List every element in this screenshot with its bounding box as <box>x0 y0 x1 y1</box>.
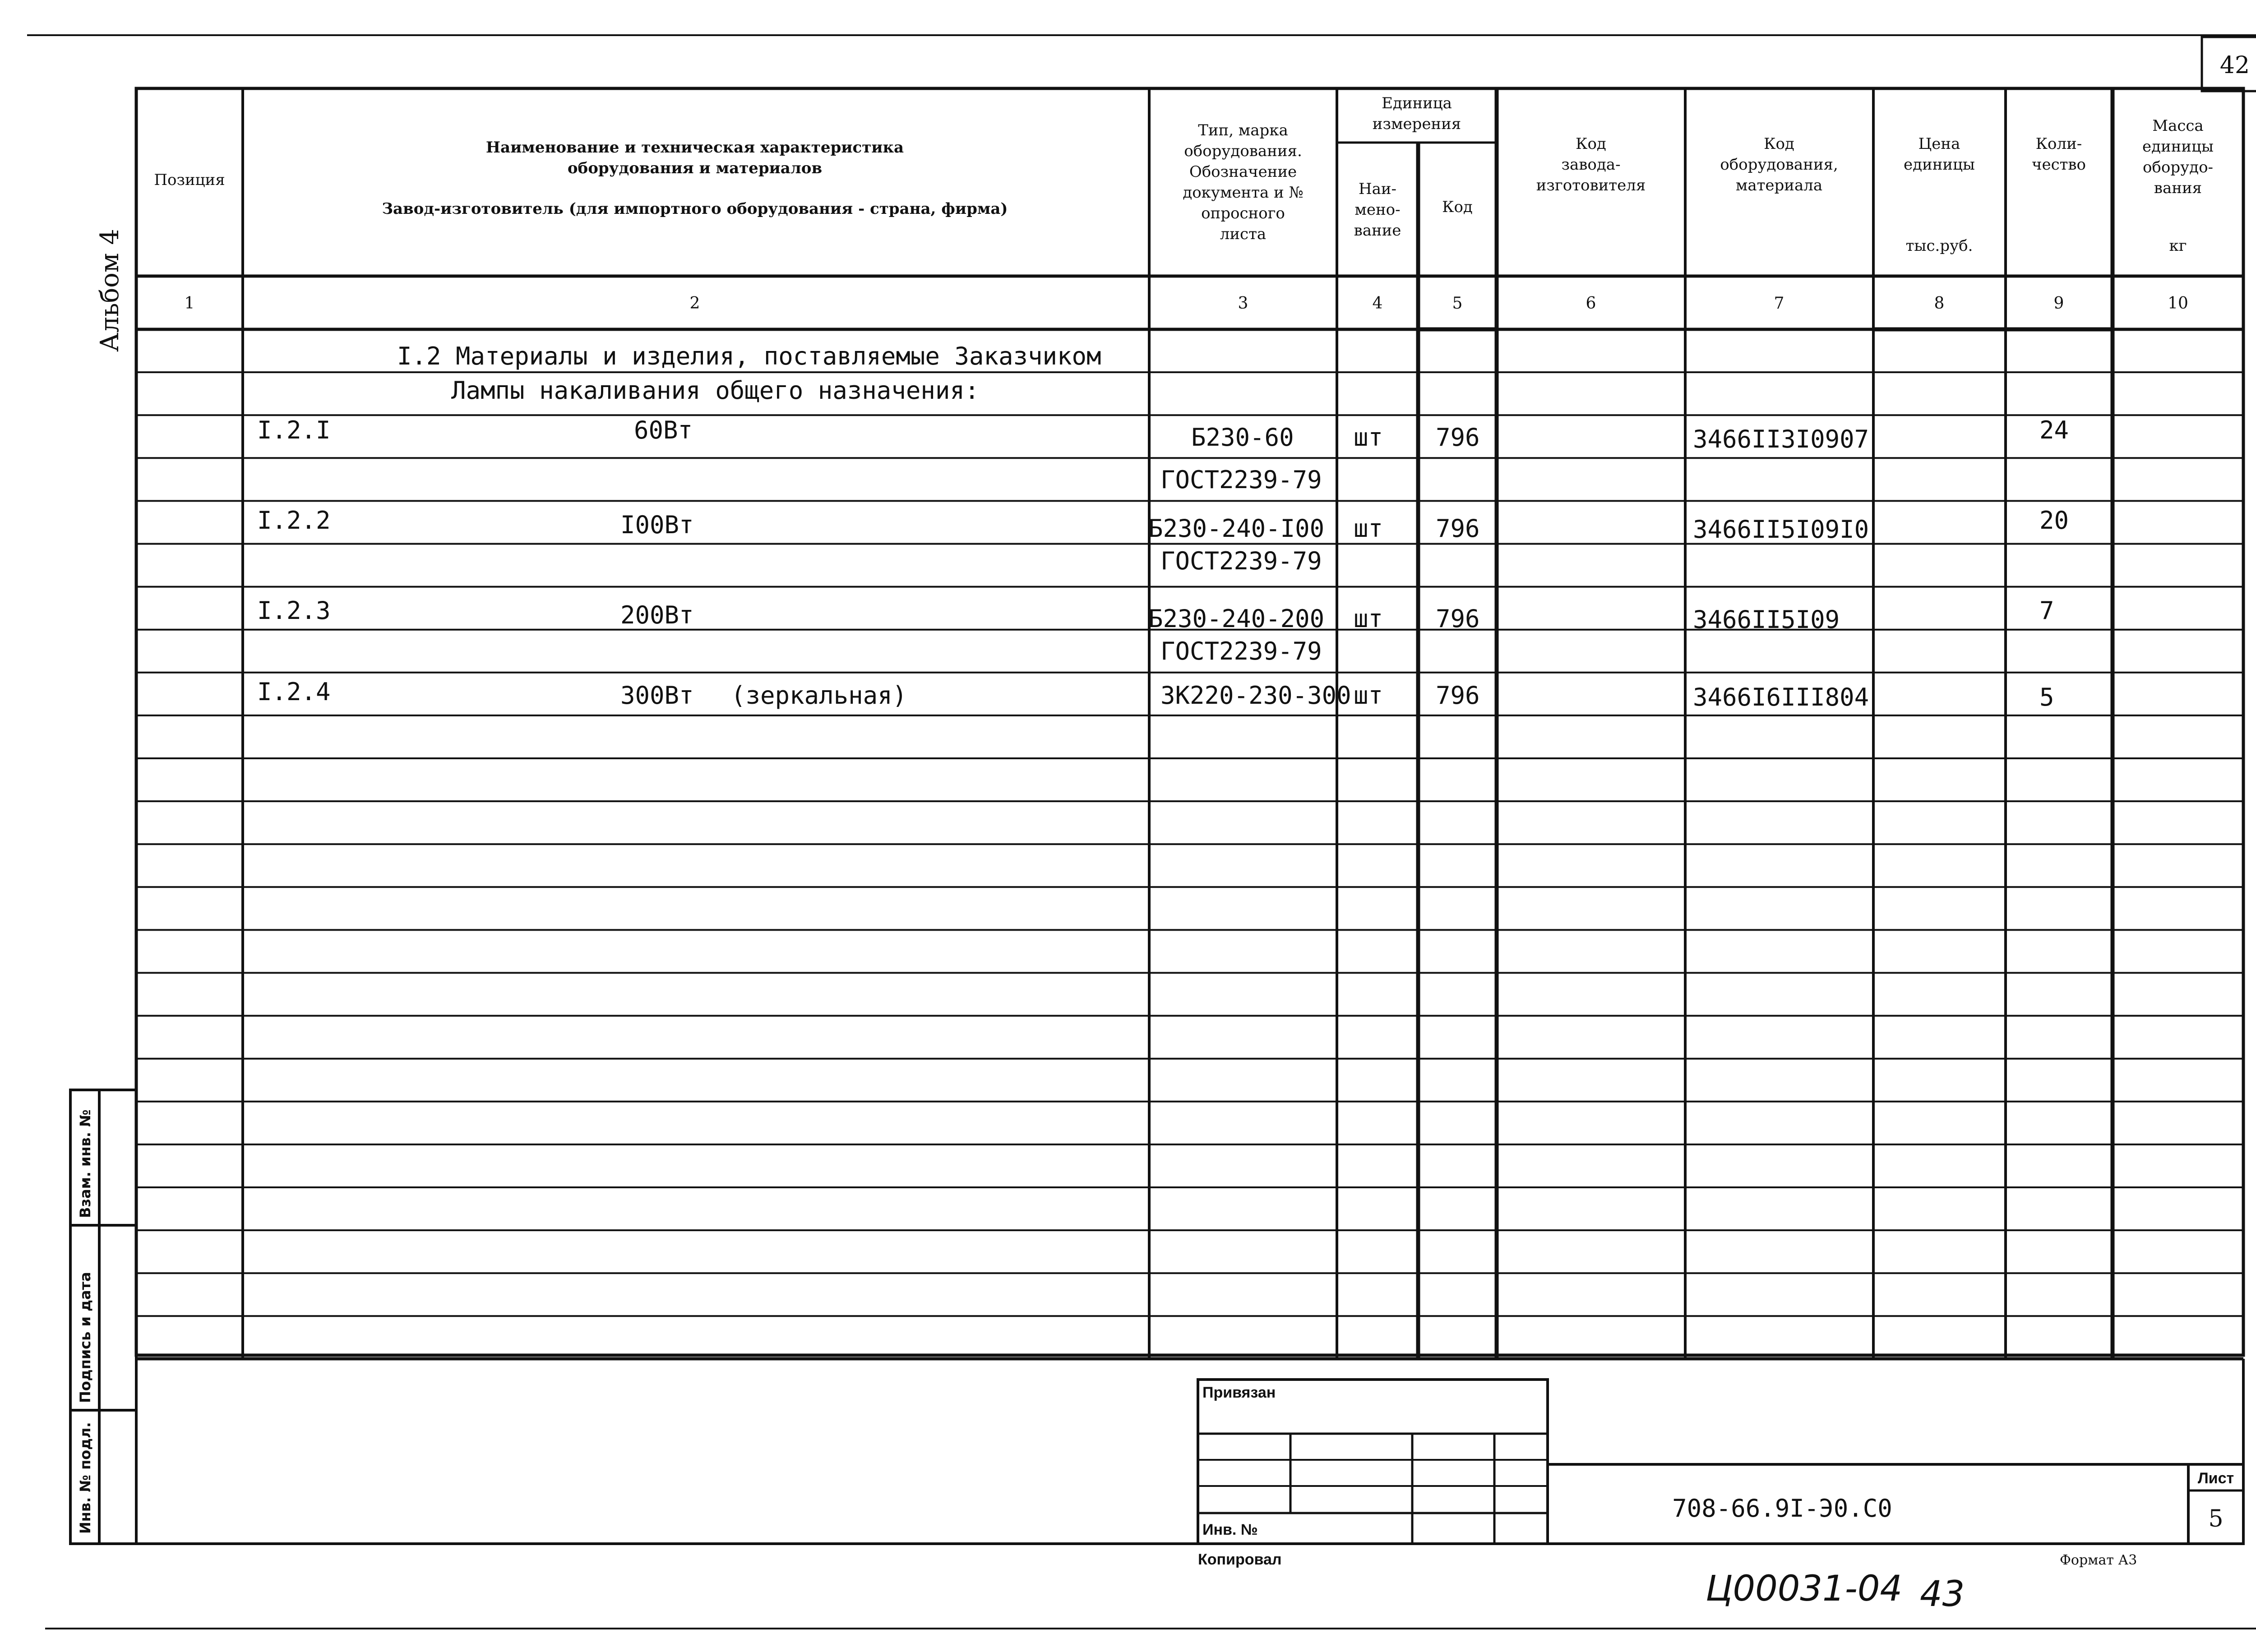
item-type: ЗК220-230-300 <box>1160 681 1351 710</box>
header-equip-line3: материала <box>1735 176 1823 194</box>
header-unitname-line3: вание <box>1354 221 1401 240</box>
item-quantity: 20 <box>2039 506 2069 535</box>
column-number: 5 <box>1452 294 1463 313</box>
item-note: (зеркальная) <box>731 681 907 710</box>
header-equip-line1: Код <box>1764 135 1794 153</box>
header-mass-line1: Масса <box>2152 117 2204 135</box>
header-factory-line1: Код <box>1576 135 1606 153</box>
section-title: I.2 Материалы и изделия, поставляемые Заказчиком <box>397 342 1101 370</box>
column-number: 9 <box>2053 294 2064 313</box>
header-type-line4: документа и № <box>1183 184 1304 202</box>
column-number: 2 <box>689 294 700 313</box>
item-equipment-code: 3466I6III804 <box>1693 683 1869 711</box>
header-qty-line1: Коли- <box>2035 135 2082 153</box>
sheet-label: Лист <box>2197 1470 2234 1487</box>
item-name: 300Вт <box>620 681 694 710</box>
side-stamp-signature-date: Подпись и дата <box>77 1272 94 1403</box>
item-unit: шт <box>1354 514 1383 543</box>
sheet-number: 5 <box>2208 1505 2224 1532</box>
header-price-unit: тыс.руб. <box>1905 237 1973 255</box>
header-type-line6: листа <box>1220 225 1267 243</box>
column-number: 7 <box>1774 294 1784 313</box>
header-type-line5: опросного <box>1201 204 1285 222</box>
copied-label: Копировал <box>1198 1551 1282 1568</box>
table-row <box>257 678 2054 711</box>
header-unitcode: Код <box>1442 198 1473 216</box>
side-stamp-replacement-inv: Взам. инв. № <box>77 1109 94 1218</box>
item-quantity: 5 <box>2039 683 2054 711</box>
column-number: 3 <box>1238 294 1248 313</box>
header-name-line3: Завод-изготовитель (для импортного оборудования - страна, фирма) <box>382 200 1008 218</box>
item-equipment-code: 3466II5I09 <box>1693 605 1840 634</box>
column-number: 10 <box>2168 294 2188 313</box>
item-type: Б230-240-I00 <box>1148 514 1325 543</box>
header-name-line1: Наименование и техническая характеристика <box>485 138 904 157</box>
column-number: 1 <box>184 294 195 313</box>
album-label: Альбом 4 <box>95 229 125 352</box>
format-label: Формат А3 <box>2060 1552 2137 1568</box>
header-unitname-line2: мено- <box>1355 201 1401 219</box>
header-qty-line2: чество <box>2031 156 2086 174</box>
item-position: I.2.3 <box>257 596 331 625</box>
header-mass-line2: единицы <box>2142 138 2214 156</box>
document-code: 708-66.9I-Э0.С0 <box>1672 1494 1892 1523</box>
side-stamp-original-inv: Инв. № подл. <box>77 1422 94 1534</box>
item-type: Б230-240-200 <box>1148 605 1325 633</box>
item-unit: шт <box>1354 423 1383 452</box>
column-number: 8 <box>1934 294 1945 313</box>
header-type-line2: оборудования. <box>1184 142 1302 160</box>
item-position: I.2.2 <box>257 506 331 535</box>
item-type-standard: ГОСТ2239-79 <box>1160 466 1322 494</box>
column-number: 4 <box>1372 294 1383 313</box>
item-unit-code: 796 <box>1436 514 1480 543</box>
item-name: 60Вт <box>634 416 693 444</box>
header-position: Позиция <box>154 171 225 189</box>
item-equipment-code: 3466II3I0907 <box>1693 425 1869 453</box>
table-row <box>257 596 2054 665</box>
item-unit-code: 796 <box>1436 423 1480 452</box>
header-name-line2: оборудования и материалов <box>567 159 823 177</box>
page-number: 42 <box>2219 52 2250 79</box>
item-unit: шт <box>1354 681 1383 710</box>
header-unitname-line1: Наи- <box>1358 180 1397 198</box>
header-equip-line2: оборудования, <box>1720 156 1838 174</box>
item-type-standard: ГОСТ2239-79 <box>1160 637 1322 665</box>
item-unit: шт <box>1354 605 1383 633</box>
header-price-line1: Цена <box>1918 135 1960 153</box>
header-mass-line4: вания <box>2154 179 2202 197</box>
item-unit-code: 796 <box>1436 681 1480 710</box>
column-number: 6 <box>1586 294 1596 313</box>
stamp-attached-label: Привязан <box>1202 1384 1276 1401</box>
item-name: 200Вт <box>620 601 694 629</box>
header-factory-line2: завода- <box>1561 156 1621 174</box>
item-equipment-code: 3466II5I09I0 <box>1693 515 1869 544</box>
header-factory-line3: изготовителя <box>1536 176 1646 194</box>
header-unit-line2: измерения <box>1372 115 1461 133</box>
header-price-line2: единицы <box>1904 156 1975 174</box>
item-quantity: 24 <box>2039 416 2069 444</box>
header-type-line3: Обозначение <box>1189 163 1297 181</box>
table-row <box>257 506 2069 575</box>
item-name: I00Вт <box>620 511 694 539</box>
stamp-inv-label: Инв. № <box>1202 1521 1258 1538</box>
handwritten-code: Ц00031-04 <box>1706 1569 1903 1609</box>
item-type-standard: ГОСТ2239-79 <box>1160 547 1322 575</box>
header-mass-line3: оборудо- <box>2142 158 2214 176</box>
group-title: Лампы накаливания общего назначения: <box>451 376 980 405</box>
item-type: Б230-60 <box>1191 423 1294 452</box>
item-unit-code: 796 <box>1436 605 1480 633</box>
header-unit-line1: Единица <box>1382 94 1452 112</box>
handwritten-number: 43 <box>1920 1574 1965 1615</box>
item-position: I.2.I <box>257 416 331 444</box>
item-position: I.2.4 <box>257 678 331 706</box>
table-row <box>257 416 2069 494</box>
header-mass-unit: кг <box>2169 237 2187 255</box>
item-quantity: 7 <box>2039 596 2054 625</box>
header-type-line1: Тип, марка <box>1198 121 1288 139</box>
